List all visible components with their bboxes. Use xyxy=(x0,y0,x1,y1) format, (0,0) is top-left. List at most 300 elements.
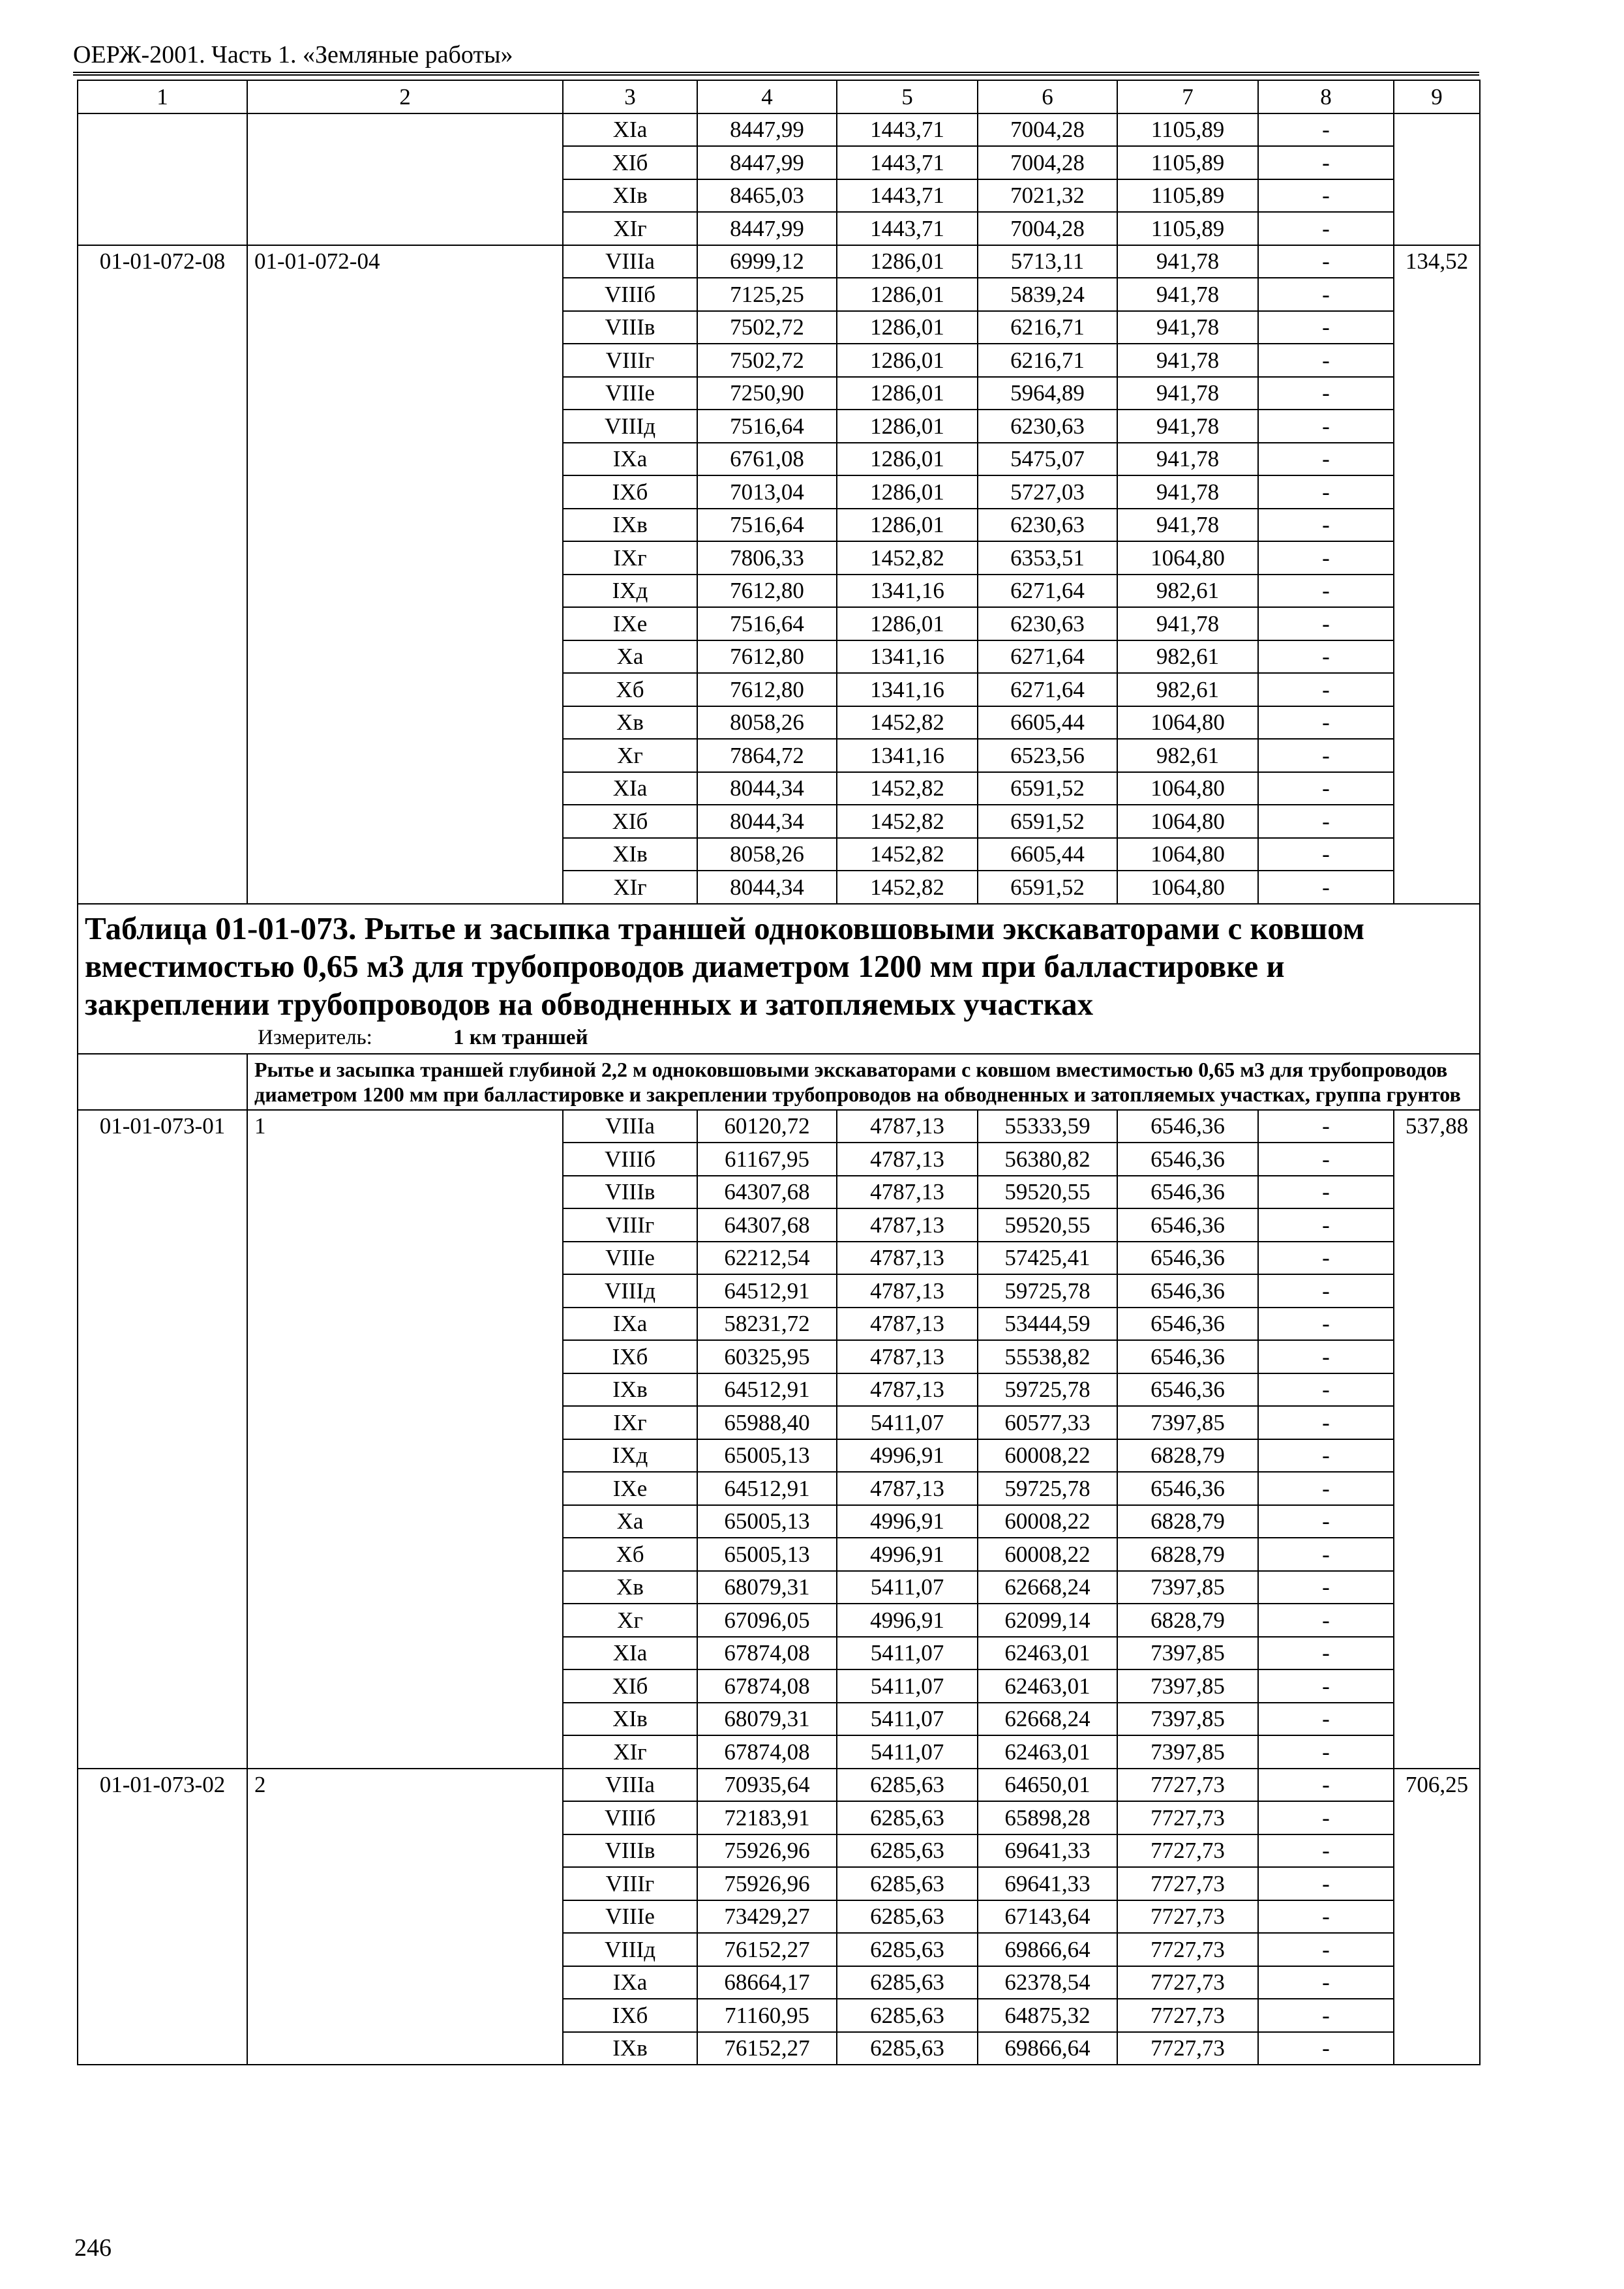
data-cell: 6546,36 xyxy=(1117,1110,1258,1143)
data-cell: - xyxy=(1258,377,1394,410)
data-cell: 65005,13 xyxy=(697,1505,837,1538)
data-cell: 76152,27 xyxy=(697,2032,837,2065)
data-cell: 941,78 xyxy=(1117,475,1258,509)
column-number: 6 xyxy=(978,80,1117,113)
data-cell: 65005,13 xyxy=(697,1538,837,1571)
data-cell: 58231,72 xyxy=(697,1308,837,1341)
data-cell: 6271,64 xyxy=(978,640,1117,674)
data-cell: IXе xyxy=(563,1472,697,1505)
data-cell: 6546,36 xyxy=(1117,1472,1258,1505)
data-cell: 982,61 xyxy=(1117,575,1258,608)
data-cell: 72183,91 xyxy=(697,1801,837,1834)
data-cell: - xyxy=(1258,1999,1394,2032)
data-cell: 1452,82 xyxy=(837,838,978,871)
data-cell: 6591,52 xyxy=(978,871,1117,904)
data-cell: 6230,63 xyxy=(978,607,1117,640)
data-cell: 6546,36 xyxy=(1117,1208,1258,1242)
data-cell: 1105,89 xyxy=(1117,212,1258,245)
data-cell: 4787,13 xyxy=(837,1176,978,1209)
data-cell: 64650,01 xyxy=(978,1769,1117,1802)
data-cell: 4787,13 xyxy=(837,1110,978,1143)
data-cell: 7004,28 xyxy=(978,146,1117,179)
data-cell: - xyxy=(1258,278,1394,311)
data-cell: 6285,63 xyxy=(837,1801,978,1834)
data-cell: 59520,55 xyxy=(978,1176,1117,1209)
data-cell: 62668,24 xyxy=(978,1571,1117,1604)
data-cell: 7397,85 xyxy=(1117,1637,1258,1670)
data-cell: - xyxy=(1258,1340,1394,1373)
data-cell: - xyxy=(1258,541,1394,575)
data-cell: 1064,80 xyxy=(1117,871,1258,904)
data-cell: 8044,34 xyxy=(697,772,837,805)
data-cell: IXд xyxy=(563,1439,697,1473)
data-cell: 8447,99 xyxy=(697,146,837,179)
table-body xyxy=(78,80,1480,2065)
data-cell: 8447,99 xyxy=(697,113,837,147)
data-cell: IXб xyxy=(563,1340,697,1373)
data-cell: 6828,79 xyxy=(1117,1538,1258,1571)
data-cell: 61167,95 xyxy=(697,1143,837,1176)
data-cell: - xyxy=(1258,1505,1394,1538)
data-cell: VIIIа xyxy=(563,1110,697,1143)
data-cell: 57425,41 xyxy=(978,1242,1117,1275)
data-cell: 1341,16 xyxy=(837,640,978,674)
data-cell: 59725,78 xyxy=(978,1472,1117,1505)
data-cell: 5964,89 xyxy=(978,377,1117,410)
data-cell: 1443,71 xyxy=(837,212,978,245)
data-cell: 6546,36 xyxy=(1117,1274,1258,1308)
column-number: 5 xyxy=(837,80,978,113)
data-cell: 941,78 xyxy=(1117,443,1258,476)
data-cell: 6271,64 xyxy=(978,575,1117,608)
column-number-row xyxy=(78,80,1480,113)
blank-code-cell xyxy=(78,1054,247,1110)
data-cell: 6285,63 xyxy=(837,2032,978,2065)
data-cell: 75926,96 xyxy=(697,1867,837,1900)
data-cell: VIIIг xyxy=(563,1867,697,1900)
table-row xyxy=(78,113,1480,147)
data-cell: XIг xyxy=(563,871,697,904)
data-cell: 1286,01 xyxy=(837,607,978,640)
data-cell: 6230,63 xyxy=(978,509,1117,542)
data-cell: XIа xyxy=(563,772,697,805)
data-cell: IXб xyxy=(563,475,697,509)
data-cell: - xyxy=(1258,1801,1394,1834)
data-cell: 1286,01 xyxy=(837,245,978,278)
data-cell: XIв xyxy=(563,1703,697,1736)
data-cell: VIIIв xyxy=(563,311,697,344)
data-cell: 1341,16 xyxy=(837,575,978,608)
data-cell: 982,61 xyxy=(1117,640,1258,674)
data-cell: 60008,22 xyxy=(978,1538,1117,1571)
data-cell: IXв xyxy=(563,1373,697,1407)
data-cell: 7021,32 xyxy=(978,179,1117,213)
unit-line xyxy=(258,1025,1473,1051)
data-cell: Xа xyxy=(563,1505,697,1538)
data-cell: 68664,17 xyxy=(697,1966,837,1999)
data-cell: - xyxy=(1258,838,1394,871)
data-cell: XIв xyxy=(563,838,697,871)
data-cell: 8465,03 xyxy=(697,179,837,213)
data-cell: - xyxy=(1258,575,1394,608)
data-cell: - xyxy=(1258,1472,1394,1505)
data-cell: - xyxy=(1258,640,1394,674)
data-cell: 4996,91 xyxy=(837,1439,978,1473)
data-cell: - xyxy=(1258,1769,1394,1802)
data-cell: - xyxy=(1258,311,1394,344)
data-cell: 60008,22 xyxy=(978,1505,1117,1538)
data-cell: 60325,95 xyxy=(697,1340,837,1373)
data-cell: 7013,04 xyxy=(697,475,837,509)
data-cell: VIIIд xyxy=(563,1274,697,1308)
data-cell: 75926,96 xyxy=(697,1834,837,1868)
data-cell: 1105,89 xyxy=(1117,113,1258,147)
data-cell: 7727,73 xyxy=(1117,2032,1258,2065)
data-cell: VIIIб xyxy=(563,1143,697,1176)
data-cell: VIIIг xyxy=(563,344,697,377)
data-cell: - xyxy=(1258,871,1394,904)
data-cell: 1443,71 xyxy=(837,113,978,147)
data-cell: 5727,03 xyxy=(978,475,1117,509)
data-cell: 1286,01 xyxy=(837,509,978,542)
data-cell: 1286,01 xyxy=(837,410,978,443)
data-cell: VIIIб xyxy=(563,278,697,311)
column-number: 2 xyxy=(247,80,563,113)
data-cell: 1105,89 xyxy=(1117,179,1258,213)
data-cell: - xyxy=(1258,1834,1394,1868)
data-cell: 5839,24 xyxy=(978,278,1117,311)
data-cell: 60120,72 xyxy=(697,1110,837,1143)
data-cell: 1064,80 xyxy=(1117,838,1258,871)
column-number: 1 xyxy=(78,80,247,113)
data-cell: - xyxy=(1258,1110,1394,1143)
data-cell: 7516,64 xyxy=(697,410,837,443)
data-cell: - xyxy=(1258,179,1394,213)
data-cell: 5411,07 xyxy=(837,1406,978,1439)
data-cell: 7727,73 xyxy=(1117,1999,1258,2032)
data-cell: - xyxy=(1258,212,1394,245)
data-cell: - xyxy=(1258,146,1394,179)
data-cell: 8447,99 xyxy=(697,212,837,245)
data-cell: VIIIд xyxy=(563,410,697,443)
data-cell: 7612,80 xyxy=(697,640,837,674)
extra-value-cell: 706,25 xyxy=(1394,1769,1480,2065)
data-cell: 1452,82 xyxy=(837,871,978,904)
rate-code-cell: 01-01-072-08 xyxy=(78,245,247,904)
data-cell: 7727,73 xyxy=(1117,1933,1258,1966)
data-cell: 64512,91 xyxy=(697,1472,837,1505)
data-cell: IXе xyxy=(563,607,697,640)
data-cell: VIIIа xyxy=(563,1769,697,1802)
data-cell: 4996,91 xyxy=(837,1604,978,1637)
data-cell: 6546,36 xyxy=(1117,1308,1258,1341)
data-cell: IXв xyxy=(563,509,697,542)
data-cell: VIIIд xyxy=(563,1933,697,1966)
data-cell: 4787,13 xyxy=(837,1308,978,1341)
data-cell: 7516,64 xyxy=(697,509,837,542)
data-cell: - xyxy=(1258,344,1394,377)
data-cell: 982,61 xyxy=(1117,673,1258,706)
data-cell: 7397,85 xyxy=(1117,1406,1258,1439)
data-cell: 6285,63 xyxy=(837,1867,978,1900)
data-cell: 6828,79 xyxy=(1117,1505,1258,1538)
work-description: Рытье и засыпка траншей глубиной 2,2 м одноковшовыми экскаваторами с ковшом вместимостью 0,65 м3 для трубопроводов диаметром 1200 мм при балластировке и закреплении трубопроводов на обводненных и затопляемых участках, группа грунтов xyxy=(247,1054,1480,1110)
data-cell: 6546,36 xyxy=(1117,1143,1258,1176)
data-cell: 1064,80 xyxy=(1117,541,1258,575)
data-cell: 5411,07 xyxy=(837,1637,978,1670)
data-cell: - xyxy=(1258,1242,1394,1275)
data-cell: 67874,08 xyxy=(697,1669,837,1703)
rate-code-cell xyxy=(78,113,247,245)
data-cell: - xyxy=(1258,1406,1394,1439)
data-cell: XIв xyxy=(563,179,697,213)
data-cell: 6546,36 xyxy=(1117,1176,1258,1209)
data-cell: 64307,68 xyxy=(697,1176,837,1209)
data-cell: 53444,59 xyxy=(978,1308,1117,1341)
description-row xyxy=(78,1054,1480,1110)
data-cell: - xyxy=(1258,673,1394,706)
data-cell: 8044,34 xyxy=(697,871,837,904)
data-cell: 982,61 xyxy=(1117,739,1258,772)
data-cell: - xyxy=(1258,739,1394,772)
data-cell: 1452,82 xyxy=(837,805,978,838)
data-cell: XIб xyxy=(563,1669,697,1703)
data-cell: 65988,40 xyxy=(697,1406,837,1439)
rate-ref-cell: 2 xyxy=(247,1769,563,2065)
data-cell: - xyxy=(1258,1735,1394,1769)
data-cell: 7004,28 xyxy=(978,113,1117,147)
data-cell: - xyxy=(1258,443,1394,476)
data-cell: Xв xyxy=(563,1571,697,1604)
extra-value-cell xyxy=(1394,113,1480,245)
data-cell: XIб xyxy=(563,805,697,838)
data-cell: 1452,82 xyxy=(837,706,978,740)
rates-table xyxy=(77,80,1481,2065)
data-cell: - xyxy=(1258,509,1394,542)
data-cell: 1286,01 xyxy=(837,278,978,311)
data-cell: 941,78 xyxy=(1117,377,1258,410)
data-cell: Xв xyxy=(563,706,697,740)
data-cell: IXг xyxy=(563,541,697,575)
data-cell: 4787,13 xyxy=(837,1143,978,1176)
data-cell: 1286,01 xyxy=(837,311,978,344)
data-cell: IXб xyxy=(563,1999,697,2032)
data-cell: 6216,71 xyxy=(978,344,1117,377)
rate-code-cell: 01-01-073-02 xyxy=(78,1769,247,2065)
data-cell: - xyxy=(1258,475,1394,509)
table-title: Таблица 01-01-073. Рытье и засыпка траншей одноковшовыми экскаваторами с ковшом вместимостью 0,65 м3 для трубопроводов диаметром 1200 мм при балластировке и закреплении трубопроводов на обводненных и затопляемых участках xyxy=(85,910,1365,1022)
data-cell: - xyxy=(1258,1604,1394,1637)
data-cell: 69641,33 xyxy=(978,1867,1117,1900)
data-cell: - xyxy=(1258,1143,1394,1176)
data-cell: 7397,85 xyxy=(1117,1703,1258,1736)
data-cell: 6761,08 xyxy=(697,443,837,476)
data-cell: Xг xyxy=(563,1604,697,1637)
data-cell: Xб xyxy=(563,1538,697,1571)
data-cell: 4996,91 xyxy=(837,1505,978,1538)
data-cell: 7727,73 xyxy=(1117,1801,1258,1834)
data-cell: 1452,82 xyxy=(837,772,978,805)
data-cell: 4787,13 xyxy=(837,1208,978,1242)
data-cell: 69641,33 xyxy=(978,1834,1117,1868)
data-cell: 6999,12 xyxy=(697,245,837,278)
data-cell: 7612,80 xyxy=(697,673,837,706)
data-cell: 6285,63 xyxy=(837,1834,978,1868)
header-rule xyxy=(73,72,1479,76)
data-cell: - xyxy=(1258,410,1394,443)
data-cell: 6216,71 xyxy=(978,311,1117,344)
data-cell: 4787,13 xyxy=(837,1373,978,1407)
data-cell: 62378,54 xyxy=(978,1966,1117,1999)
data-cell: 941,78 xyxy=(1117,509,1258,542)
data-cell: 6230,63 xyxy=(978,410,1117,443)
column-number: 3 xyxy=(563,80,697,113)
data-cell: 62099,14 xyxy=(978,1604,1117,1637)
data-cell: 7806,33 xyxy=(697,541,837,575)
data-cell: VIIIе xyxy=(563,377,697,410)
data-cell: - xyxy=(1258,706,1394,740)
data-cell: 6523,56 xyxy=(978,739,1117,772)
data-cell: - xyxy=(1258,1900,1394,1934)
table-row xyxy=(78,1769,1480,1802)
data-cell: 7397,85 xyxy=(1117,1735,1258,1769)
data-cell: 7727,73 xyxy=(1117,1867,1258,1900)
data-cell: - xyxy=(1258,1637,1394,1670)
data-cell: 7727,73 xyxy=(1117,1966,1258,1999)
data-cell: 1064,80 xyxy=(1117,772,1258,805)
column-number: 9 xyxy=(1394,80,1480,113)
data-cell: 73429,27 xyxy=(697,1900,837,1934)
extra-value-cell: 537,88 xyxy=(1394,1110,1480,1769)
data-cell: 56380,82 xyxy=(978,1143,1117,1176)
data-cell: - xyxy=(1258,1966,1394,1999)
data-cell: 59725,78 xyxy=(978,1274,1117,1308)
data-cell: 65898,28 xyxy=(978,1801,1117,1834)
data-cell: 1341,16 xyxy=(837,673,978,706)
data-cell: 1443,71 xyxy=(837,146,978,179)
table-row xyxy=(78,245,1480,278)
data-cell: 62463,01 xyxy=(978,1637,1117,1670)
data-cell: 8058,26 xyxy=(697,838,837,871)
data-cell: 1286,01 xyxy=(837,344,978,377)
data-cell: - xyxy=(1258,1703,1394,1736)
data-cell: 6285,63 xyxy=(837,1769,978,1802)
data-cell: - xyxy=(1258,805,1394,838)
data-cell: 4787,13 xyxy=(837,1242,978,1275)
data-cell: 7125,25 xyxy=(697,278,837,311)
data-cell: 67874,08 xyxy=(697,1735,837,1769)
data-cell: - xyxy=(1258,1373,1394,1407)
column-number: 4 xyxy=(697,80,837,113)
data-cell: 5411,07 xyxy=(837,1669,978,1703)
data-cell: IXа xyxy=(563,1308,697,1341)
data-cell: VIIIа xyxy=(563,245,697,278)
data-cell: - xyxy=(1258,1208,1394,1242)
data-cell: 941,78 xyxy=(1117,607,1258,640)
data-cell: IXв xyxy=(563,2032,697,2065)
unit-value: 1 км траншей xyxy=(453,1025,588,1049)
column-number: 7 xyxy=(1117,80,1258,113)
data-cell: 1286,01 xyxy=(837,443,978,476)
data-cell: 4787,13 xyxy=(837,1340,978,1373)
data-cell: 6285,63 xyxy=(837,1966,978,1999)
data-cell: 8058,26 xyxy=(697,706,837,740)
data-cell: 941,78 xyxy=(1117,245,1258,278)
data-cell: 6605,44 xyxy=(978,706,1117,740)
data-cell: 1105,89 xyxy=(1117,146,1258,179)
data-cell: 68079,31 xyxy=(697,1703,837,1736)
data-cell: 6285,63 xyxy=(837,1999,978,2032)
data-cell: 1064,80 xyxy=(1117,805,1258,838)
data-cell: 6546,36 xyxy=(1117,1242,1258,1275)
data-cell: 5713,11 xyxy=(978,245,1117,278)
data-cell: 60008,22 xyxy=(978,1439,1117,1473)
data-cell: 6591,52 xyxy=(978,805,1117,838)
data-cell: 1452,82 xyxy=(837,541,978,575)
data-cell: 941,78 xyxy=(1117,278,1258,311)
data-cell: - xyxy=(1258,2032,1394,2065)
data-cell: 7004,28 xyxy=(978,212,1117,245)
data-cell: 8044,34 xyxy=(697,805,837,838)
data-cell: IXа xyxy=(563,443,697,476)
data-cell: VIIIв xyxy=(563,1834,697,1868)
data-cell: 5411,07 xyxy=(837,1571,978,1604)
data-cell: Xа xyxy=(563,640,697,674)
rate-ref-cell: 1 xyxy=(247,1110,563,1769)
data-cell: 6828,79 xyxy=(1117,1439,1258,1473)
data-cell: 6591,52 xyxy=(978,772,1117,805)
data-cell: 59725,78 xyxy=(978,1373,1117,1407)
data-cell: 1286,01 xyxy=(837,377,978,410)
data-cell: - xyxy=(1258,1933,1394,1966)
data-cell: 69866,64 xyxy=(978,1933,1117,1966)
data-cell: 64875,32 xyxy=(978,1999,1117,2032)
data-cell: - xyxy=(1258,1538,1394,1571)
data-cell: VIIIе xyxy=(563,1242,697,1275)
data-cell: 5411,07 xyxy=(837,1735,978,1769)
data-cell: 7397,85 xyxy=(1117,1571,1258,1604)
data-cell: 941,78 xyxy=(1117,344,1258,377)
data-cell: IXг xyxy=(563,1406,697,1439)
data-cell: 6605,44 xyxy=(978,838,1117,871)
data-cell: - xyxy=(1258,607,1394,640)
data-cell: 6546,36 xyxy=(1117,1340,1258,1373)
page-header: ОЕРЖ-2001. Часть 1. «Земляные работы» xyxy=(73,41,513,68)
data-cell: 62212,54 xyxy=(697,1242,837,1275)
table-row xyxy=(78,1110,1480,1143)
data-cell: 1443,71 xyxy=(837,179,978,213)
data-cell: 6271,64 xyxy=(978,673,1117,706)
data-cell: - xyxy=(1258,1867,1394,1900)
data-cell: 64512,91 xyxy=(697,1274,837,1308)
data-cell: XIб xyxy=(563,146,697,179)
data-cell: 68079,31 xyxy=(697,1571,837,1604)
data-cell: 6546,36 xyxy=(1117,1373,1258,1407)
data-cell: 60577,33 xyxy=(978,1406,1117,1439)
data-cell: 69866,64 xyxy=(978,2032,1117,2065)
data-cell: XIа xyxy=(563,113,697,147)
data-cell: - xyxy=(1258,113,1394,147)
table-title-cell xyxy=(78,904,1480,1054)
data-cell: 4787,13 xyxy=(837,1274,978,1308)
data-cell: 55333,59 xyxy=(978,1110,1117,1143)
extra-value-cell: 134,52 xyxy=(1394,245,1480,904)
data-cell: 67143,64 xyxy=(978,1900,1117,1934)
data-cell: IXд xyxy=(563,575,697,608)
data-cell: 62463,01 xyxy=(978,1735,1117,1769)
data-cell: 62463,01 xyxy=(978,1669,1117,1703)
data-cell: 59520,55 xyxy=(978,1208,1117,1242)
